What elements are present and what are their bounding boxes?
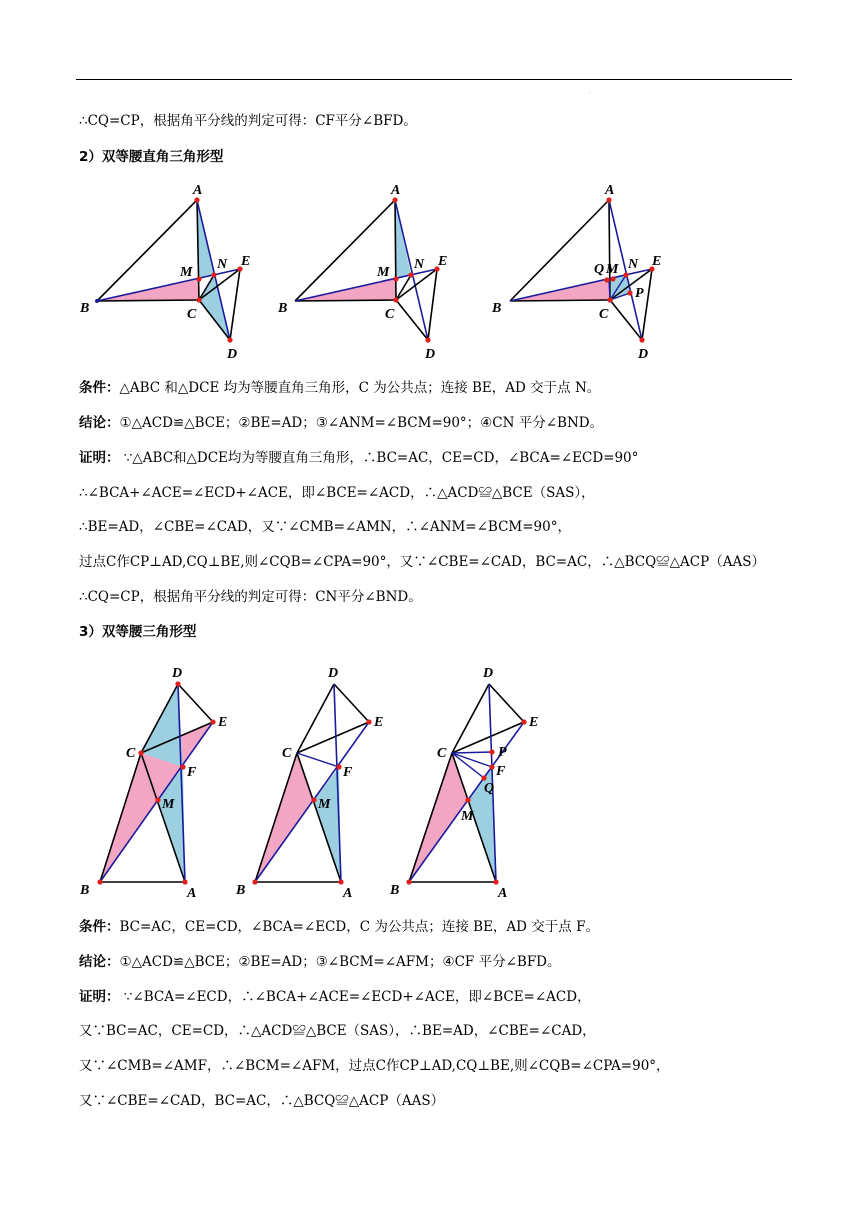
point-label: N [217,257,228,272]
conclusion-line: 结论：①△ACD≌△BCE；②BE=AD；③∠ANM=∠BCM=90°；④CN 平分∠BND。 [79,415,604,431]
segment [230,269,240,340]
vertex-point [623,272,628,277]
vertex-point [393,276,398,281]
vertex-point [606,197,611,202]
vertex-point [336,764,341,769]
proof-line: ∴BE=AD，∠CBE=∠CAD，又∵∠CMB=∠AMN，∴∠ANM=∠BCM=90°， [79,519,571,535]
section-heading: 3）双等腰三角形型 [79,624,197,640]
point-label: E [652,254,662,269]
segment [452,753,492,767]
vertex-point [155,797,160,802]
point-label: D [483,666,494,681]
vertex-point [393,297,398,302]
segment [178,684,213,722]
point-label: C [385,307,395,322]
vertex-point [465,797,470,802]
vertex-point [425,337,430,342]
point-label: B [278,301,288,316]
segment [510,300,610,301]
vertex-point [182,879,187,884]
point-label: D [227,347,238,362]
vertex-point [311,797,316,802]
vertex-point [521,719,526,724]
proof-line: 又∵∠CBE=∠CAD，BC=AC，∴△BCQ≌△ACP（AAS） [79,1093,445,1109]
vertex-point [627,290,632,295]
vertex-point [227,337,232,342]
vertex-point [338,879,343,884]
point-label: D [172,666,183,681]
vertex-point [175,681,180,686]
vertex-point [481,775,486,780]
point-label: D [425,347,436,362]
point-label: M [318,797,331,812]
point-label: B [80,301,90,316]
vertex-point [97,879,102,884]
blue-region-upper [141,684,183,767]
segment [609,279,610,300]
proof-line: 证明： ∵∠BCA=∠ECD，∴∠BCA+∠ACE=∠ECD+∠ACE，即∠BCE=∠ACD， [79,989,591,1005]
vertex-point [489,749,494,754]
proof-line: 又∵∠CMB=∠AMF，∴∠BCM=∠AFM，过点C作CP⊥AD,CQ⊥BE,则∠CQB=∠CPA=90°， [79,1058,670,1074]
proof-line: ∴∠BCA+∠ACE=∠ECD+∠ACE，即∠BCE=∠ACD，∴△ACD≌△BCE（SAS）， [79,485,595,501]
point-label: M [162,797,175,812]
vertex-point [406,879,411,884]
vertex-point [252,879,257,884]
point-label: F [187,765,197,780]
text-line: ∴CQ=CP，根据角平分线的判定可得：CF平分∠BFD。 [79,113,417,129]
point-label: C [282,746,292,761]
point-label: M [180,265,193,280]
conclusion-line: 结论：①△ACD≌△BCE；②BE=AD；③∠BCM=∠AFM；④CF 平分∠BFD。 [79,954,561,970]
vertex-point [610,276,615,281]
segment [395,200,396,300]
segment [452,684,489,753]
point-label: C [599,307,609,322]
segment [297,753,339,767]
vertex-point [194,197,199,202]
condition-line: 条件：BC=AC，CE=CD，∠BCA=∠ECD，C 为公共点；连接 BE，AD 交于点 F。 [79,919,599,935]
vertex-point [493,879,498,884]
point-label: A [187,886,197,901]
vertex-point [639,337,644,342]
vertex-point [138,750,143,755]
point-label: Q [484,781,495,796]
point-label: M [606,262,619,277]
point-label: P [498,745,507,760]
point-label: M [377,265,390,280]
figure-3a [79,666,227,901]
figure-2b [277,183,447,362]
vertex-point [392,197,397,202]
label: A [193,183,203,198]
proof-line: 又∵BC=AC，CE=CD，∴△ACD≌△BCE（SAS），∴BE=AD，∠CBE=∠CAD， [79,1023,596,1039]
point-label: C [437,746,447,761]
point-label: A [343,886,353,901]
point-label: F [496,764,506,779]
vertex-point [211,272,216,277]
segment [428,269,437,340]
vertex-point [196,297,201,302]
figure-3c [389,666,538,901]
pink-region [255,753,314,882]
proof-line: 过点C作CP⊥AD,CQ⊥BE,则∠CQB=∠CPA=90°，又∵∠CBE=∠CAD，BC=AC，∴△BCQ≌△ACP（AAS） [79,554,765,570]
point-label: E [529,715,539,730]
point-label: B [236,883,246,898]
point-label: C [126,746,136,761]
segment [642,269,652,340]
vertex-point [489,764,494,769]
point-label: A [605,183,615,198]
point-label: E [241,254,251,269]
segment [97,300,199,301]
figure-3b [235,666,383,901]
figure-2c [491,183,661,362]
header-mark: · [589,90,591,97]
vertex-point [196,276,201,281]
section-heading: 2）双等腰直角三角形型 [79,149,224,165]
point-label: A [498,886,508,901]
point-label: E [218,715,228,730]
point-label: N [628,257,639,272]
point-label: P [635,286,644,301]
vertex-point [180,764,185,769]
vertex-point [366,719,371,724]
condition-line: 条件：△ABC 和△DCE 均为等腰直角三角形，C 为公共点；连接 BE，AD 交于点 N。 [79,380,601,396]
proof-line: 证明： ∵△ABC和△DCE均为等腰直角三角形，∴BC=AC，CE=CD，∠BCA=∠ECD=90° [79,450,639,466]
vertex-point [210,719,215,724]
vertex-point [607,297,612,302]
point-label: B [390,883,400,898]
point-label: A [391,183,401,198]
point-label: Q [594,262,605,277]
segment [489,684,524,722]
point-label: F [343,765,353,780]
vertex-point [95,299,99,303]
segment [295,300,396,301]
point-label: E [374,715,384,730]
point-label: B [80,883,90,898]
proof-line: ∴CQ=CP，根据角平分线的判定可得：CN平分∠BND。 [79,589,422,605]
figure-2a [79,183,250,362]
segment [297,684,334,753]
point-label: E [438,254,448,269]
point-label: B [492,301,502,316]
blue-triangle-cnd [199,275,230,340]
vertex-point [604,277,609,282]
point-label: C [187,307,197,322]
point-label: M [461,809,474,824]
segment [334,684,369,722]
segment [452,752,492,753]
point-label: D [328,666,339,681]
vertex-point [408,272,413,277]
point-label: D [638,347,649,362]
point-label: N [414,257,425,272]
